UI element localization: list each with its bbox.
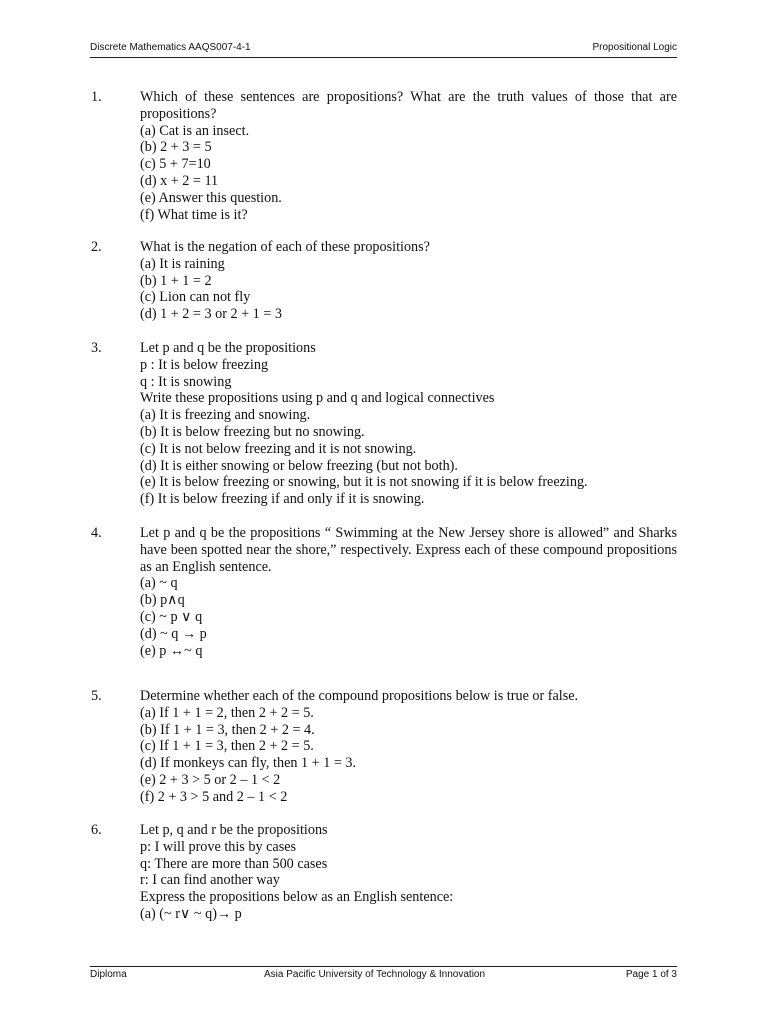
question-number: 3. <box>91 340 102 356</box>
list-item: (b) If 1 + 1 = 3, then 2 + 2 = 4. <box>140 721 315 738</box>
question-3 <box>91 340 677 508</box>
question-5 <box>91 688 677 806</box>
list-item: (f) It is below freezing if and only if it is snowing. <box>140 491 425 508</box>
question-2 <box>91 239 677 323</box>
question-4 <box>91 525 677 660</box>
question-text: Determine whether each of the compound propositions below is true or false. <box>140 688 579 704</box>
list-item: (a) (~ r∨ ~ q)→ p <box>140 905 242 922</box>
proposition-definition: q: There are more than 500 cases <box>140 855 328 872</box>
question-text: Let p, q and r be the propositions <box>140 822 328 838</box>
list-item: (e) Answer this question. <box>140 189 282 206</box>
question-6 <box>91 822 677 923</box>
question-text: Which of these sentences are propositions? What are the truth values of those that are propositions? <box>140 89 677 122</box>
list-item: (a) If 1 + 1 = 2, then 2 + 2 = 5. <box>140 704 314 721</box>
question-1 <box>91 89 677 223</box>
list-item: (c) Lion can not fly <box>140 289 251 306</box>
list-item: (a) Cat is an insect. <box>140 122 250 139</box>
proposition-definition: r: I can find another way <box>140 872 280 889</box>
proposition-definition: p: I will prove this by cases <box>140 838 297 855</box>
topic-title: Propositional Logic <box>592 42 677 53</box>
list-item: (c) 5 + 7=10 <box>140 156 211 173</box>
list-item: (d) It is either snowing or below freezing (but not both). <box>140 457 458 474</box>
course-title: Discrete Mathematics AAQS007-4-1 <box>90 42 251 53</box>
footer-institution: Asia Pacific University of Technology & Innovation <box>264 969 486 980</box>
question-text: Let p and q be the propositions “ Swimming at the New Jersey shore is allowed” and Sharks have been spotted near the shore,” respectively. Express each of these compound propositions as an English sentence. <box>140 525 677 575</box>
question-number: 6. <box>91 822 102 838</box>
list-item: (b) 1 + 1 = 2 <box>140 272 212 289</box>
page-number: Page 1 of 3 <box>625 969 677 980</box>
list-item: (a) It is freezing and snowing. <box>140 407 311 424</box>
list-item: (d) ~ q → p <box>140 626 207 643</box>
list-item: (e) It is below freezing or snowing, but it is not snowing if it is below freezing. <box>140 474 588 491</box>
list-item: (b) It is below freezing but no snowing. <box>140 423 365 440</box>
question-number: 1. <box>91 89 102 105</box>
list-item: (f) 2 + 3 > 5 and 2 – 1 < 2 <box>140 788 288 805</box>
proposition-definition: p : It is below freezing <box>140 356 269 373</box>
proposition-definition: q : It is snowing <box>140 373 232 390</box>
question-number: 5. <box>91 688 102 704</box>
list-item: (c) It is not below freezing and it is not snowing. <box>140 440 417 457</box>
list-item: (f) What time is it? <box>140 206 248 223</box>
list-item: (c) If 1 + 1 = 3, then 2 + 2 = 5. <box>140 738 314 755</box>
list-item: (e) p ↔~ q <box>140 643 203 660</box>
list-item: (e) 2 + 3 > 5 or 2 – 1 < 2 <box>140 771 281 788</box>
header-rule <box>90 57 677 58</box>
list-item: (a) ~ q <box>140 575 178 592</box>
list-item: (d) x + 2 = 11 <box>140 172 219 189</box>
question-text: Let p and q be the propositions <box>140 340 316 356</box>
list-item: (d) If monkeys can fly, then 1 + 1 = 3. <box>140 755 357 772</box>
question-number: 2. <box>91 239 102 255</box>
question-number: 4. <box>91 525 102 541</box>
list-item: (b) 2 + 3 = 5 <box>140 139 212 156</box>
instruction-text: Write these propositions using p and q and logical connectives <box>140 390 495 407</box>
list-item: (d) 1 + 2 = 3 or 2 + 1 = 3 <box>140 306 282 323</box>
footer-rule <box>90 966 677 967</box>
list-item: (a) It is raining <box>140 255 225 272</box>
footer-program: Diploma <box>90 969 127 980</box>
list-item: (b) p∧q <box>140 592 185 609</box>
question-text: What is the negation of each of these propositions? <box>140 239 430 255</box>
list-item: (c) ~ p ∨ q <box>140 609 203 626</box>
instruction-text: Express the propositions below as an English sentence: <box>140 889 454 906</box>
